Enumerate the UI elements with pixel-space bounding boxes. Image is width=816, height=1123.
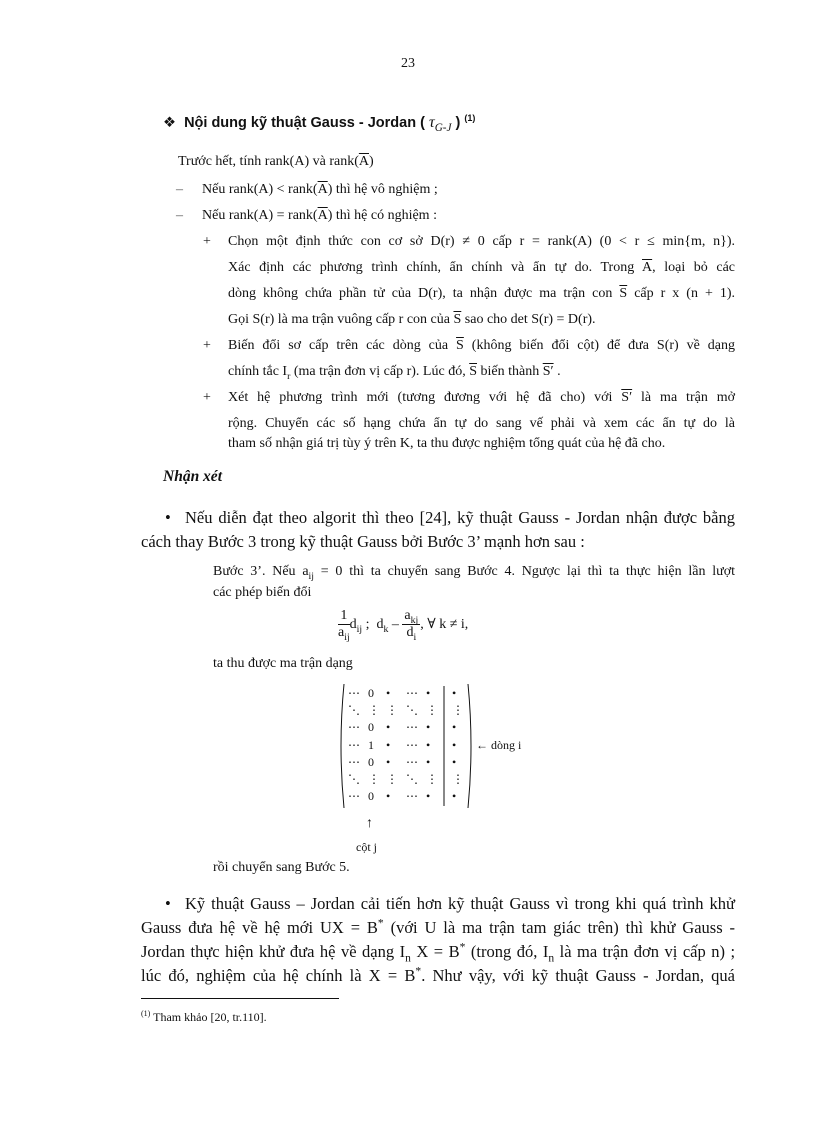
case-no-solution: Nếu rank(A) < $rank(\overline{A})$ thì hệ vô nghiệm ; [202,182,438,197]
matrix-cell: ⋮ [426,772,438,786]
matrix-cell: ⋱ [406,703,418,718]
matrix-cell: ⋯ [348,686,360,700]
matrix-cell: ⋮ [426,703,438,718]
matrix-cell: • [426,686,431,700]
then-line: rồi chuyển sang Bước 5. [213,860,350,875]
matrix-cell: ⋱ [348,772,360,786]
matrix-cell: • [426,737,431,752]
matrix-cell: ⋮ [368,703,380,718]
fraction-one-over-aij: $\frac{1}{a_{ij}}$ [338,608,350,643]
matrix-cell: • [386,737,391,752]
step1-line2: Xác định các phương trình chính, ẩn chính và ẩn tự do. Trong $\overline{A}$, loại bỏ các [228,260,736,275]
p2-line2: Gauss đưa hệ về hệ mới UX = B* (với U là ma trận tam giác trên) thì khử Gauss - [141,917,736,937]
matrix-cell: ⋯ [348,720,360,735]
matrix-cell: ⋮ [386,772,398,786]
matrix-cell: ⋯ [406,720,418,735]
plus-bullet: + [203,338,211,353]
diamond-bullet-icon: ❖ [163,115,176,131]
matrix-cell: ⋯ [406,686,418,700]
transform-formula: $\frac{1}{a_{ij}}$ $d_{ij}$ ; $d_k$ – $\frac{a_{kj}}{d_i}$ , ∀ k ≠ i, [338,608,469,643]
matrix-cell: • [452,789,457,804]
matrix-cell: ⋱ [348,703,360,718]
matrix-cell: ⋯ [406,754,418,769]
matrix-row [336,789,486,806]
remark-heading: Nhận xét [163,468,222,485]
step3prime-line1: Bước 3’. Nếu $a_{ij} = 0$ thì ta chuyển sang Bước 4. Ngược lại thì ta thực hiện lần lượt [213,564,735,582]
plus-bullet: + [203,234,211,249]
matrix-cell: ⋱ [406,772,418,786]
matrix-row [336,720,486,737]
remark-p1-line2: cách thay Bước 3 trong kỹ thuật Gauss bởi Bước 3’ mạnh hơn sau : [141,532,585,551]
dash-bullet: – [176,208,183,223]
footnote-ref: (1) [464,113,476,124]
matrix-cell: ⋯ [348,737,360,752]
result-matrix [336,682,486,810]
page-number: 23 [401,56,415,71]
section-title-close: ) [455,115,461,131]
matrix-cell: ⋯ [348,754,360,769]
step1-line4: Gọi S(r) là ma trận vuông cấp r con của $\overline{S}$ sao cho det S(r) = D(r). [228,312,596,327]
matrix-cell: • [426,754,431,769]
up-arrow-icon: ↑ [366,816,373,831]
matrix-row [336,686,486,703]
matrix-cell: 0 [368,754,374,769]
matrix-cell: 1 [368,737,374,752]
footnote-rule [141,998,339,999]
round-bullet: • [165,508,171,527]
section-title: Nội dung kỹ thuật Gauss - Jordan ( [184,115,425,131]
matrix-cell: • [452,754,457,769]
a-bar: $\overline{A}$ [358,154,369,169]
matrix-row [336,755,486,772]
matrix-cell: 0 [368,686,374,700]
dash-bullet: – [176,182,183,197]
matrix-cell: ⋮ [452,772,464,786]
result-line: ta thu được ma trận dạng [213,656,353,671]
p2-line1: Kỹ thuật Gauss – Jordan cải tiến hơn kỹ thuật Gauss vì trong khi quá trình khử [185,894,735,913]
matrix-row [336,703,486,720]
matrix-cell: • [452,686,457,700]
matrix-cell: 0 [368,720,374,735]
intro-line: Trước hết, tính rank(A) và $rank(\overline{A})$ [178,154,374,169]
remark-p1-line1: Nếu diễn đạt theo algorit thì theo [24], kỹ thuật Gauss - Jordan nhận được bằng [185,508,735,527]
matrix-cell: • [386,686,391,700]
matrix-cell: ⋯ [406,789,418,804]
step1-line1: Chọn một định thức con cơ sở D(r) ≠ 0 cấp r = rank(A) (0 < r ≤ min{m, n}). [228,234,735,249]
p2-line3: Jordan thực hiện khử đưa hệ về dạng $I_n$ X = B* (trong đó, $I_n$ là ma trận đơn vị cấp n) ; [141,941,736,965]
tau-symbol: $\tau_{G-J}$ [428,114,452,135]
matrix-cell: 0 [368,789,374,804]
step1-line3: dòng không chứa phần tử của D(r), ta nhận được ma trận con $\overline{S}$ cấp r x (n + 1). [228,286,736,301]
section-heading [163,113,476,135]
matrix-row [336,772,486,789]
matrix-cell: ⋮ [368,772,380,786]
matrix-cell: • [386,754,391,769]
matrix-row [336,738,486,755]
matrix-cell: ⋯ [348,789,360,804]
matrix-cell: • [426,789,431,804]
round-bullet: • [165,894,171,913]
matrix-cell: ⋮ [386,703,398,718]
matrix-cell: • [452,720,457,735]
step2-line2: chính tắc $I_r$ (ma trận đơn vị cấp r). Lúc đó, $\overline{S}$ biến thành S′ . [228,364,561,382]
matrix-cell: • [452,737,457,752]
step3-line1: Xét hệ phương trình mới (tương đương với hệ đã cho) với S′ là ma trận mở [228,390,736,405]
matrix-cell: ⋯ [406,737,418,752]
matrix-cell: • [386,720,391,735]
case-has-solution: Nếu rank(A) = $rank(\overline{A})$ thì hệ có nghiệm : [202,208,437,223]
matrix-cell: • [426,720,431,735]
matrix-cell: • [386,789,391,804]
row-i-label: ← dòng i [476,738,522,752]
footnote: $^{(1)}$ Tham khảo [20, tr.110]. [141,1009,267,1024]
p2-line4: lúc đó, nghiệm của hệ chính là X = B*. Như vậy, với kỹ thuật Gauss - Jordan, quá [141,965,735,985]
step3prime-line2: các phép biến đổi [213,585,312,600]
column-j-label: cột j [356,840,377,854]
plus-bullet: + [203,390,211,405]
step3-line3: tham số nhận giá trị tùy ý trên K, ta thu được nghiệm tổng quát của hệ đã cho. [228,436,666,451]
fraction-akj-over-di: $\frac{a_{kj}}{d_i}$ [404,608,419,643]
matrix-cell: ⋮ [452,703,464,718]
step2-line1: Biến đổi sơ cấp trên các dòng của $\overline{S}$ (không biến đổi cột) để đưa S(r) về dạng [228,338,736,353]
step3-line2: rộng. Chuyển các số hạng chứa ẩn tự do sang vế phải và xem các ẩn tự do là [228,416,735,431]
